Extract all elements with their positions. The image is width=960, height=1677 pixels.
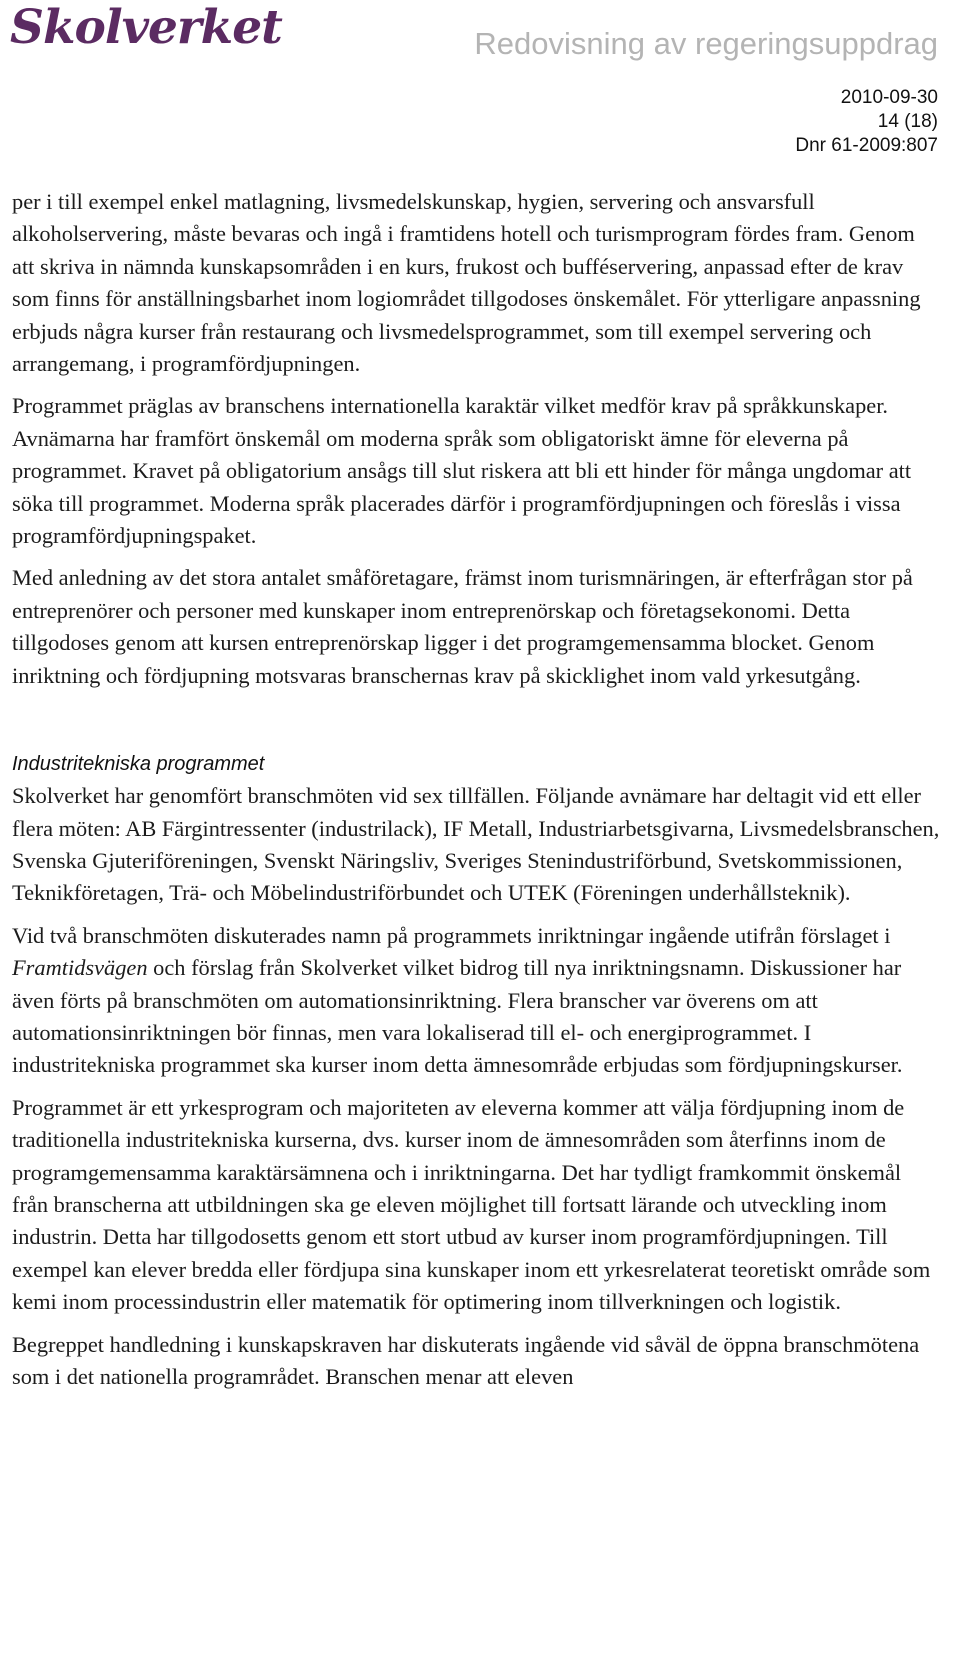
emphasized-title: Framtidsvägen bbox=[12, 955, 148, 981]
paragraph: Programmet är ett yrkesprogram och majoriteten av eleverna kommer att välja fördjupning inom de traditionella industritekniska kurserna, dvs. kurser inom de ämnesområden som återfinns inom de programgemensamma karaktärsämnena och i inriktningarna. Det har tydligt framkommit önskemål från branscherna att utbildningen ska ge eleven möjlighet till fortsatt lärande och utveckling inom industrin. Detta har tillgodosetts genom ett stort utbud av kurser inom programfördjupningen. Till exempel kan elever bredda eller fördjupa sina kunskaper inom ett yrkesrelaterat teoretiskt område som kemi inom processindustrin eller matematik för optimering inom tillverkningen och logistik. bbox=[12, 1094, 931, 1315]
skolverket-logo: Skolverket bbox=[10, 0, 282, 55]
paragraph-text: och förslag från Skolverket vilket bidrog till nya inriktningsnamn. Diskussioner har även förts på branschmöten om automationsinriktning. Flera branscher var överens om att automationsinriktningen bör finnas, men vara lokaliserad till el- och energiprogrammet. I industritekniska programmet ska kurser inom detta ämnesområde erbjudas som fördjupningskurser. bbox=[12, 955, 903, 1078]
paragraph: per i till exempel enkel matlagning, livsmedelskunskap, hygien, servering och ansvarsfull alkoholservering, måste bevaras och ingå i framtidens hotell och turismprogram fördes fram. Genom att skriva in nämnda kunskapsområden i en kurs, frukost och bufféservering, anpassad efter de krav som finns för anställningsbarhet inom logiområdet tillgodoses önskemålet. För ytterligare anpassning erbjuds några kurser från restaurang och livsmedelsprogrammet, som till exempel servering och arrangemang, i programfördjupningen. bbox=[12, 189, 921, 377]
page-number: 14 (18) bbox=[877, 111, 938, 132]
paragraph: Begreppet handledning i kunskapskraven har diskuterats ingående vid såväl de öppna branschmötena som i det nationella programrådet. Branschen menar att eleven bbox=[12, 1331, 920, 1389]
document-body bbox=[12, 186, 940, 1403]
paragraph bbox=[12, 920, 940, 1082]
paragraph: Skolverket har genomfört branschmöten vid sex tillfällen. Följande avnämare har deltagit vid ett eller flera möten: AB Färgintressenter (industrilack), IF Metall, Industriarbetsgivarna, Livsmedelsbranschen, Svenska Gjuteriföreningen, Svenskt Näringsliv, Sveriges Stenindustriförbund, Svetskommissionen, Teknikföretagen, Trä- och Möbelindustriförbundet och UTEK (Föreningen underhållsteknik). bbox=[12, 783, 940, 906]
section-heading: Industritekniska programmet bbox=[12, 753, 265, 776]
paragraph-text: Vid två branschmöten diskuterades namn på programmets inriktningar ingående utifrån förslaget i bbox=[12, 922, 891, 948]
document-meta bbox=[795, 86, 938, 158]
paragraph: Programmet präglas av branschens internationella karaktär vilket medför krav på språkkunskaper. Avnämarna har framfört önskemål om moderna språk som obligatoriskt ämne för eleverna på programmet. Kravet på obligatorium ansågs till slut riskera att bli ett hinder för många ungdomar att söka till programmet. Moderna språk placerades därför i programfördjupningen och föreslås i vissa programfördjupningspaket. bbox=[12, 393, 912, 549]
document-date: 2010-09-30 bbox=[840, 87, 938, 108]
document-reference: Dnr 61-2009:807 bbox=[795, 135, 938, 156]
report-title: Redovisning av regeringsuppdrag bbox=[474, 26, 938, 61]
paragraph: Med anledning av det stora antalet småföretagare, främst inom turismnäringen, är efterfrågan stor på entreprenörer och personer med kunskaper inom entreprenörskap och företagsekonomi. Detta tillgodoses genom att kursen entreprenörskap ligger i det programgemensamma blocket. Genom inriktning och fördjupning motsvaras branschernas krav på skicklighet inom vald yrkesutgång. bbox=[12, 565, 913, 688]
